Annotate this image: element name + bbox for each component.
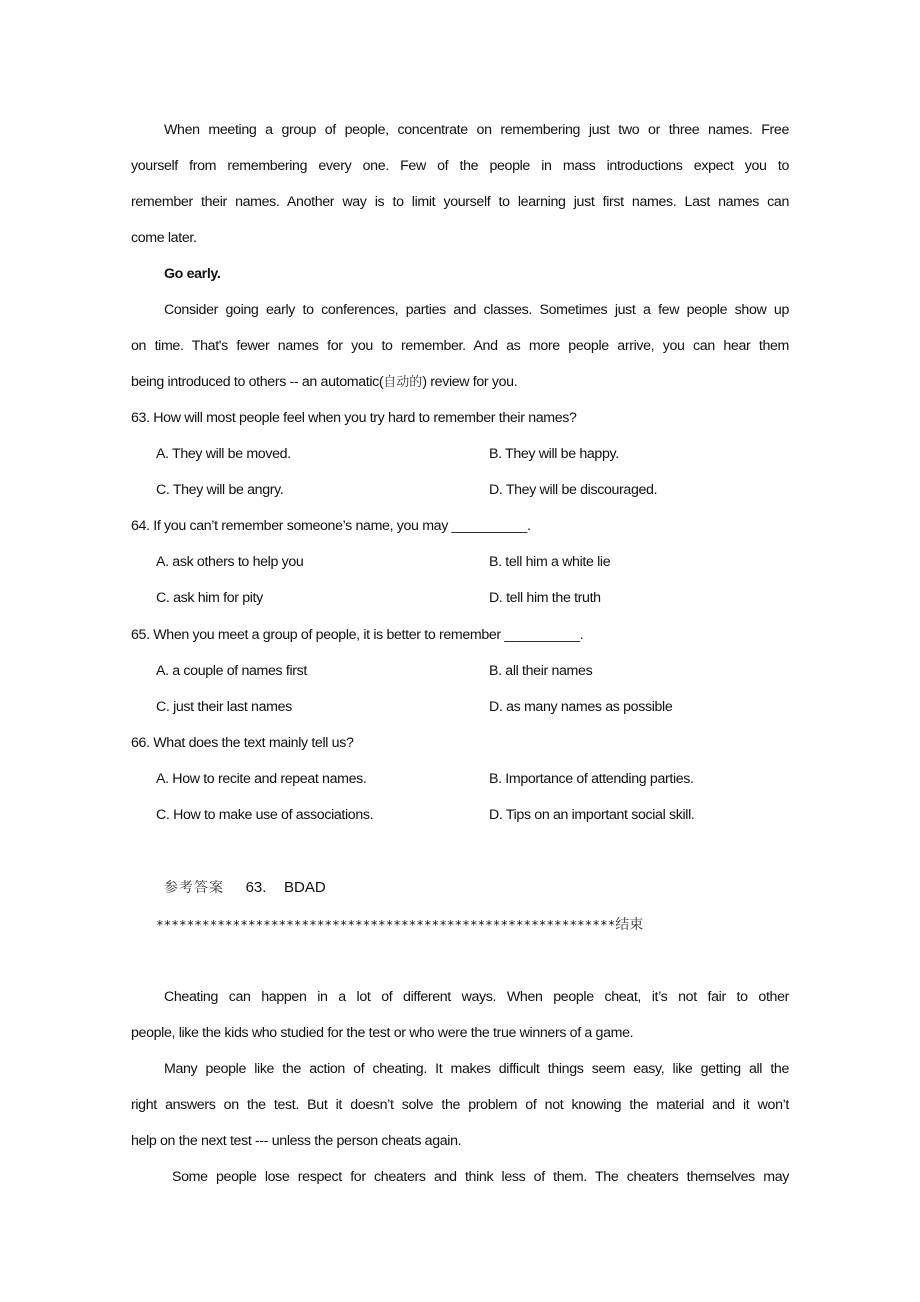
question-64-stem: 64. If you can’t remember someone’s name, you may __________. — [131, 518, 531, 534]
separator-stars: ************************************************************ — [156, 918, 616, 933]
answer-key-number: 63. — [245, 879, 267, 896]
question-65-option-b: B. all their names — [489, 663, 593, 679]
answer-key — [164, 878, 564, 898]
passage1-para1-line3: remember their names. Another way is to limit yourself to learning just first names. Last names can — [131, 194, 789, 210]
answer-key-answers: BDAD — [284, 879, 326, 896]
question-64-option-c: C. ask him for pity — [156, 590, 263, 606]
question-63-option-b: B. They will be happy. — [489, 446, 619, 462]
question-64-option-d: D. tell him the truth — [489, 590, 601, 606]
passage2-para2-line2: right answers on the test. But it doesn’t solve the problem of not knowing the material and it won’t — [131, 1097, 789, 1113]
answer-key-label: 参考答案 — [164, 880, 224, 896]
question-65-stem: 65. When you meet a group of people, it is better to remember __________. — [131, 627, 584, 643]
passage1-para1-line1: When meeting a group of people, concentrate on remembering just two or three names. Free — [164, 122, 789, 138]
question-66-option-b: B. Importance of attending parties. — [489, 771, 694, 787]
passage1-para2-line3 — [131, 372, 789, 393]
question-63-stem: 63. How will most people feel when you try hard to remember their names? — [131, 410, 577, 426]
passage2-para3-line1: Some people lose respect for cheaters and think less of them. The cheaters themselves may — [172, 1169, 789, 1185]
question-64-option-a: A. ask others to help you — [156, 554, 304, 570]
passage1-para1-line2: yourself from remembering every one. Few of the people in mass introductions expect you to — [131, 158, 789, 174]
passage2-para1-line2: people, like the kids who studied for the test or who were the true winners of a game. — [131, 1025, 634, 1041]
question-63-option-d: D. They will be discouraged. — [489, 482, 658, 498]
passage2-para2-line1: Many people like the action of cheating. It makes difficult things seem easy, like getting all the — [164, 1061, 789, 1077]
passage2-para2-line3: help on the next test --- unless the person cheats again. — [131, 1133, 462, 1149]
question-66-option-d: D. Tips on an important social skill. — [489, 807, 695, 823]
passage1-para2-line3-before: being introduced to others -- an automatic( — [131, 374, 384, 390]
question-65-option-c: C. just their last names — [156, 699, 292, 715]
question-65-option-a: A. a couple of names first — [156, 663, 307, 679]
end-separator — [156, 915, 756, 936]
question-64-option-b: B. tell him a white lie — [489, 554, 611, 570]
question-66-stem: 66. What does the text mainly tell us? — [131, 735, 354, 751]
question-65-option-d: D. as many names as possible — [489, 699, 673, 715]
passage1-para2-cjk-gloss: 自动的 — [383, 375, 423, 390]
question-63-option-c: C. They will be angry. — [156, 482, 284, 498]
separator-end-label: 结束 — [615, 917, 644, 933]
question-66-option-a: A. How to recite and repeat names. — [156, 771, 367, 787]
passage1-para2-line2: on time. That's fewer names for you to remember. And as more people arrive, you can hear them — [131, 338, 789, 354]
section-heading: Go early. — [164, 266, 221, 282]
passage1-para2-line3-after: ) review for you. — [422, 374, 518, 390]
passage1-para1-line4: come later. — [131, 230, 197, 246]
question-66-option-c: C. How to make use of associations. — [156, 807, 374, 823]
passage1-para2-line1: Consider going early to conferences, parties and classes. Sometimes just a few people show up — [164, 302, 789, 318]
question-63-option-a: A. They will be moved. — [156, 446, 291, 462]
passage2-para1-line1: Cheating can happen in a lot of different ways. When people cheat, it’s not fair to other — [164, 989, 789, 1005]
